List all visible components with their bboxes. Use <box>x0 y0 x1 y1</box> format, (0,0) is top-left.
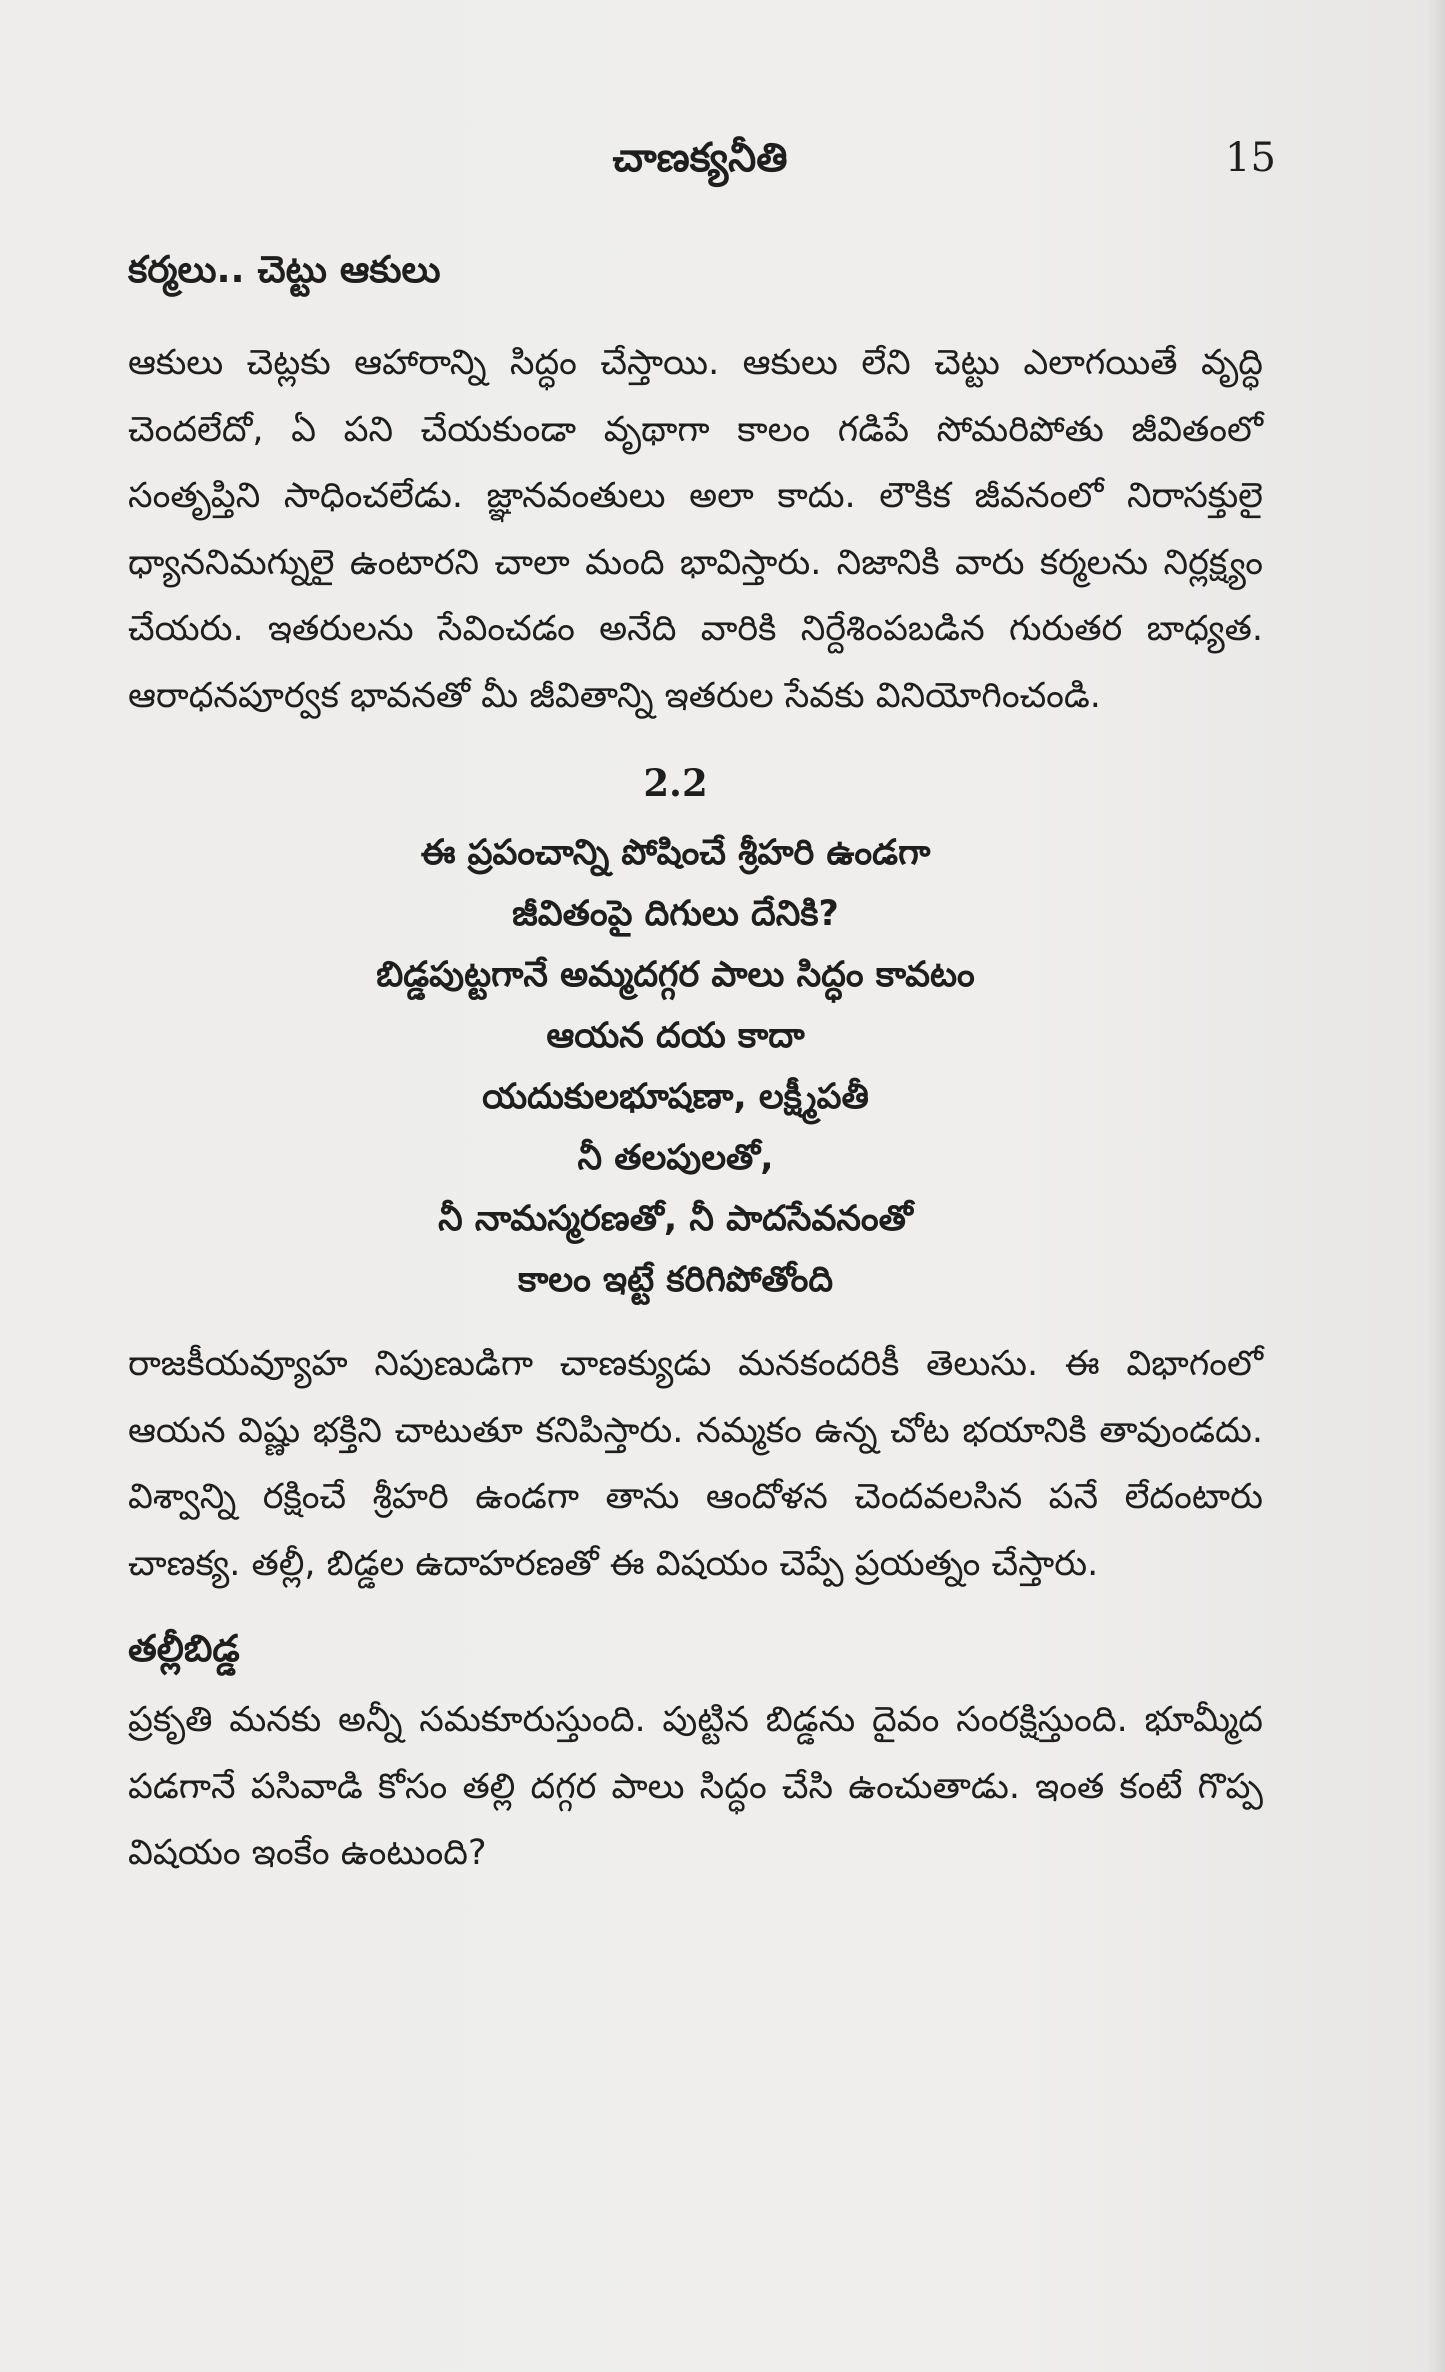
paragraph-karmalu: ఆకులు చెట్లకు ఆహారాన్ని సిద్ధం చేస్తాయి. ఆకులు లేని చెట్టు ఎలాగయితే వృద్ధి చెందలేదో, ఏ పని చేయకుండా వృథాగా కాలం గడిపే సోమరిపోతు జీవితంలో సంతృప్తిని సాధించలేడు. జ్ఞానవంతులు అలా కాదు. లౌకిక జీవనంలో నిరాసక్తులై ధ్యాననిమగ్నులై ఉంటారని చాలా మంది భావిస్తారు. నిజానికి వారు కర్మలను నిర్లక్ష్యం చేయరు. ఇతరులను సేవించడం అనేది వారికి నిర్దేశింపబడిన గురుతర బాధ్యత. ఆరాధనపూర్వక భావనతో మీ జీవితాన్ని ఇతరుల సేవకు వినియోగించండి. <box>128 343 1263 716</box>
verse-line: యదుకులభూషణా, లక్ష్మీపతీ <box>482 1077 869 1117</box>
verse-line: జీవితంపై దిగులు దేనికి? <box>512 894 839 934</box>
paragraph-commentary: రాజకీయవ్యూహ నిపుణుడిగా చాణక్యుడు మనకందరికీ తెలుసు. ఈ విభాగంలో ఆయన విష్ణు భక్తిని చాటుతూ కనిపిస్తారు. నమ్మకం ఉన్న చోట భయానికి తావుండదు. విశ్వాన్ని రక్షించే శ్రీహరి ఉండగా తాను ఆందోళన చెందవలసిన పనే లేదంటారు చాణక్య. తల్లీ, బిడ్డల ఉదాహరణతో ఈ విషయం చెప్పే ప్రయత్నం చేస్తారు. <box>128 1344 1263 1584</box>
page-number: 15 <box>1225 135 1276 181</box>
page-edge-shadow <box>1427 0 1445 2372</box>
verse-line: కాలం ఇట్టే కరిగిపోతోంది <box>517 1260 834 1300</box>
section-heading-tallibidda: తల్లీబిడ్డ <box>128 1627 240 1670</box>
verse-line: ఆయన దయ కాదా <box>546 1016 805 1056</box>
verse-line: ఈ ప్రపంచాన్ని పోషించే శ్రీహరి ఉండగా <box>420 833 931 873</box>
page-content <box>128 240 1263 1887</box>
page-header <box>0 128 1445 198</box>
section-heading-karmalu: కర్మలు.. చెట్టు ఆకులు <box>128 248 441 291</box>
running-title: చాణక్యనీతి <box>612 135 788 181</box>
verse-number: 2.2 <box>643 761 708 805</box>
paragraph-tallibidda: ప్రకృతి మనకు అన్నీ సమకూరుస్తుంది. పుట్టిన బిడ్డను దైవం సంరక్షిస్తుంది. భూమ్మీద పడగానే పసివాడి కోసం తల్లి దగ్గర పాలు సిద్ధం చేసి ఉంచుతాడు. ఇంత కంటే గొప్ప విషయం ఇంకేం ఉంటుంది? <box>128 1700 1263 1873</box>
verse-line: నీ నామస్మరణతో, నీ పాదసేవనంతో <box>438 1199 913 1239</box>
verse-line: బిడ్డపుట్టగానే అమ్మదగ్గర పాలు సిద్ధం కావటం <box>376 955 975 995</box>
verse-line: నీ తలపులతో, <box>577 1138 774 1178</box>
verse-block <box>128 823 1263 1311</box>
